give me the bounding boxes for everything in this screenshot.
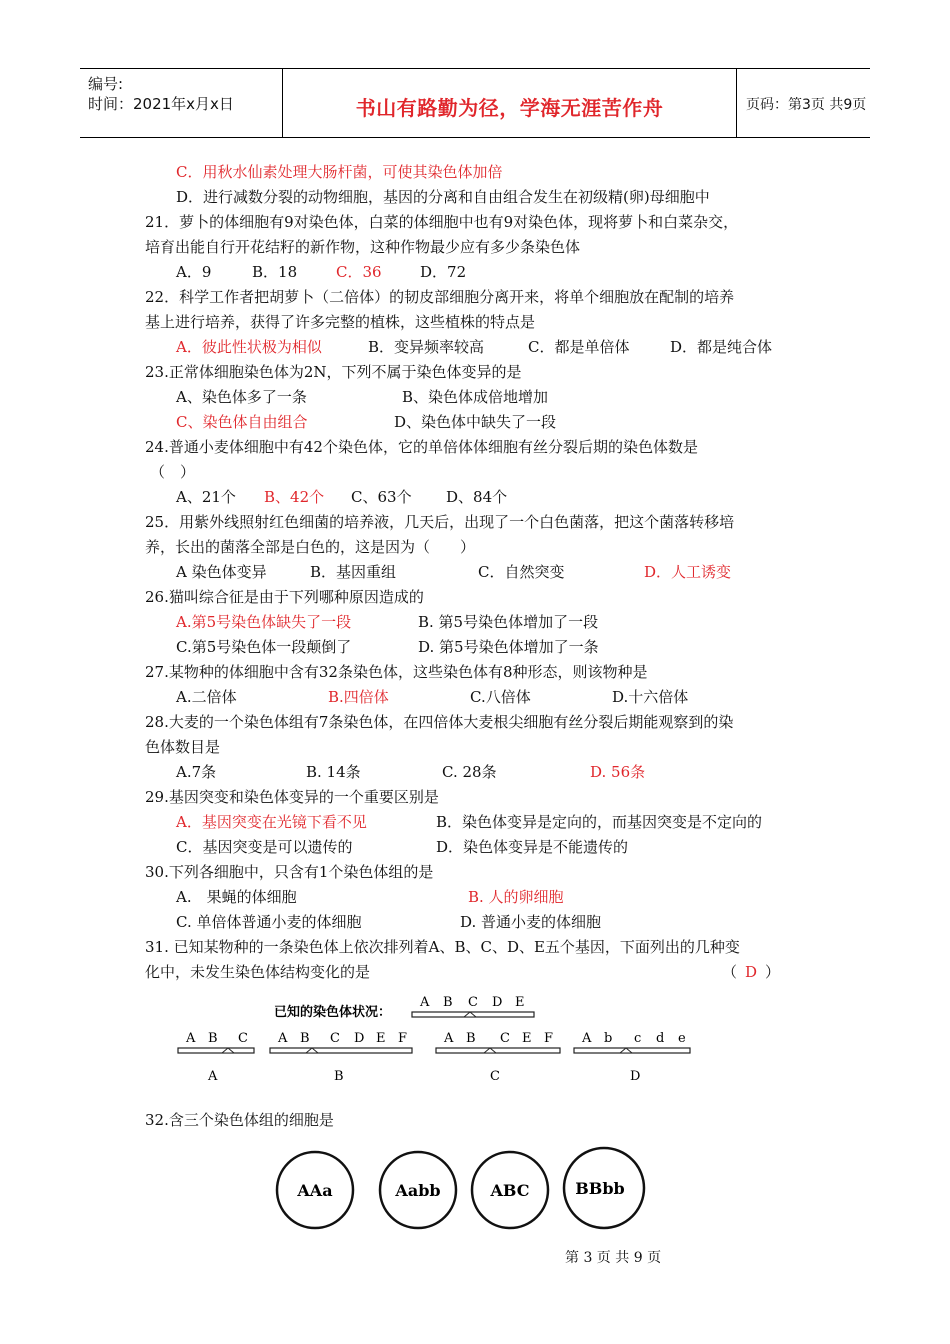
question-28: 28.大麦的一个染色体组有7条染色体，在四倍体大麦根尖细胞有丝分裂后期能观察到的染 <box>145 713 734 731</box>
gene-label: A <box>420 995 430 1010</box>
gene-label: e <box>678 1031 686 1046</box>
cell-genotype: Aabb <box>395 1181 441 1200</box>
gene-label: E <box>522 1031 532 1046</box>
q28-option-b: B. 14条 <box>306 763 361 781</box>
question-25: 25．用紫外线照射红色细菌的培养液，几天后，出现了一个白色菌落，把这个菌落转移培 <box>145 513 735 531</box>
q26-option-a: A.第5号染色体缺失了一段 <box>176 613 352 631</box>
q23-option-d: D、染色体中缺失了一段 <box>394 413 557 431</box>
cell-circle <box>380 1152 456 1228</box>
question-31-cont: 化中，未发生染色体结构变化的是 <box>145 963 371 981</box>
q31-answer-close: ） <box>765 963 781 981</box>
q27-option-c: C.八倍体 <box>470 688 531 706</box>
question-23: 23.正常体细胞染色体为2N，下列不属于染色体变异的是 <box>145 363 522 381</box>
gene-label: c <box>634 1031 642 1046</box>
gene-label: d <box>656 1031 665 1046</box>
cell-circle <box>472 1152 548 1228</box>
cell-circle <box>277 1152 353 1228</box>
gene-label: A <box>186 1031 196 1046</box>
cell-circle <box>564 1148 644 1228</box>
option-label: C <box>490 1069 500 1084</box>
q24-option-d: D、84个 <box>446 488 508 506</box>
header-right-cell <box>736 69 870 137</box>
q29-option-b: B．染色体变异是定向的，而基因突变是不定向的 <box>436 813 763 831</box>
known-chromosome-label: 已知的染色体状况： <box>274 1005 392 1020</box>
time-label: 时间：2021年x月x日 <box>88 95 234 113</box>
gene-label: C <box>330 1031 340 1046</box>
number-label: 编号: <box>88 75 124 93</box>
gene-label: B <box>466 1031 476 1046</box>
chromosome-option-a <box>178 1031 254 1084</box>
q30-option-d: D. 普通小麦的体细胞 <box>460 913 602 931</box>
gene-label: A <box>444 1031 454 1046</box>
gene-label: B <box>443 995 453 1010</box>
gene-label: A <box>278 1031 288 1046</box>
q28-option-a: A.7条 <box>176 763 217 781</box>
gene-label: B <box>300 1031 310 1046</box>
q25-option-a: A 染色体变异 <box>176 563 267 581</box>
q22-option-c: C．都是单倍体 <box>528 338 630 356</box>
known-chromosome <box>412 995 534 1017</box>
q26-option-b: B. 第5号染色体增加了一段 <box>418 613 599 631</box>
question-27: 27.某物种的体细胞中含有32条染色体，这些染色体有8种形态，则该物种是 <box>145 663 648 681</box>
q30-option-b: B. 人的卵细胞 <box>468 888 564 906</box>
q21-option-a: A．9 <box>176 263 212 281</box>
q27-option-d: D.十六倍体 <box>612 688 689 706</box>
question-24: 24.普通小麦体细胞中有42个染色体，它的单倍体体细胞有丝分裂后期的染色体数是 <box>145 438 698 456</box>
chromosome-option-d <box>574 1031 690 1084</box>
gene-label: D <box>492 995 503 1010</box>
question-22: 22．科学工作者把胡萝卜（二倍体）的韧皮部细胞分离开来，将单个细胞放在配制的培养 <box>145 288 735 306</box>
question-31: 31. 已知某物种的一条染色体上依次排列着A、B、C、D、E五个基因，下面列出的几种变 <box>145 938 740 956</box>
q26-option-d: D. 第5号染色体增加了一条 <box>418 638 599 656</box>
option-label: B <box>334 1069 344 1084</box>
q24-option-c: C、63个 <box>351 488 412 506</box>
page-number-label: 页码：第3页 共9页 <box>746 97 867 113</box>
question-25-cont: 养，长出的菌落全部是白色的，这是因为（ ） <box>145 538 476 556</box>
q31-answer-value: D <box>745 963 758 981</box>
q23-option-a: A、染色体多了一条 <box>176 388 307 406</box>
option-label: D <box>630 1069 641 1084</box>
q21-option-d: D．72 <box>420 263 467 281</box>
page-header <box>80 68 870 138</box>
q30-option-a: A. 果蝇的体细胞 <box>176 888 297 906</box>
q29-option-c: C．基因突变是可以遗传的 <box>176 838 353 856</box>
q29-option-d: D．染色体变异是不能遗传的 <box>436 838 629 856</box>
q29-option-a: A．基因突变在光镜下看不见 <box>176 813 367 831</box>
gene-label: B <box>208 1031 218 1046</box>
q25-option-d: D．人工诱变 <box>644 563 732 581</box>
q27-option-a: A.二倍体 <box>176 688 237 706</box>
q21-option-c: C．36 <box>336 263 382 281</box>
chromosome-option-c <box>436 1031 560 1084</box>
q23-option-b: B、染色体成倍地增加 <box>402 388 549 406</box>
q22-option-a: A．彼此性状极为相似 <box>176 338 322 356</box>
gene-label: A <box>582 1031 592 1046</box>
option-line: C．用秋水仙素处理大肠杆菌，可使其染色体加倍 <box>176 163 503 181</box>
header-center-cell <box>282 69 737 137</box>
gene-label: C <box>238 1031 248 1046</box>
motto: 书山有路勤为径，学海无涯苦作舟 <box>355 96 664 120</box>
cell-genotype: ABC <box>490 1181 530 1200</box>
q26-option-c: C.第5号染色体一段颠倒了 <box>176 638 352 656</box>
gene-label: F <box>398 1031 408 1046</box>
chromosome-option-b <box>270 1031 412 1084</box>
q31-answer <box>722 962 780 982</box>
figure-cells <box>270 1140 670 1240</box>
gene-label: b <box>604 1031 613 1046</box>
q31-answer-open: （ <box>722 963 738 981</box>
q23-option-c: C、染色体自由组合 <box>176 413 308 431</box>
q25-option-b: B．基因重组 <box>310 563 397 581</box>
q25-option-c: C．自然突变 <box>478 563 565 581</box>
question-29: 29.基因突变和染色体变异的一个重要区别是 <box>145 788 439 806</box>
q30-option-c: C. 单倍体普通小麦的体细胞 <box>176 913 362 931</box>
q24-option-a: A、21个 <box>176 488 236 506</box>
q21-option-b: B．18 <box>252 263 298 281</box>
question-24-paren: （ ） <box>150 463 196 481</box>
q28-option-d: D. 56条 <box>590 763 646 781</box>
page-footer: 第 3 页 共 9 页 <box>565 1250 662 1266</box>
question-22-cont: 基上进行培养，获得了许多完整的植株，这些植株的特点是 <box>145 313 536 331</box>
question-26: 26.猫叫综合征是由于下列哪种原因造成的 <box>145 588 424 606</box>
question-21-cont: 培育出能自行开花结籽的新作物，这种作物最少应有多少条染色体 <box>145 238 581 256</box>
gene-label: E <box>376 1031 386 1046</box>
q28-option-c: C. 28条 <box>442 763 497 781</box>
question-30: 30.下列各细胞中，只含有1个染色体组的是 <box>145 863 434 881</box>
q24-option-b: B、42个 <box>264 488 325 506</box>
q22-option-d: D．都是纯合体 <box>670 338 773 356</box>
q22-option-b: B．变异频率较高 <box>368 338 485 356</box>
gene-label: C <box>500 1031 510 1046</box>
question-32: 32.含三个染色体组的细胞是 <box>145 1111 334 1129</box>
question-21: 21．萝卜的体细胞有9对染色体，白菜的体细胞中也有9对染色体，现将萝卜和白菜杂交， <box>145 213 739 231</box>
cell-genotype: BBbb <box>575 1179 625 1198</box>
gene-label: E <box>515 995 525 1010</box>
option-label: A <box>208 1069 218 1084</box>
q27-option-b: B.四倍体 <box>328 688 389 706</box>
gene-label: D <box>354 1031 365 1046</box>
header-left-cell <box>80 69 282 137</box>
cell-genotype: AAa <box>297 1181 333 1200</box>
figure-chromosome-structures <box>170 990 710 1090</box>
option-line: D．进行减数分裂的动物细胞，基因的分离和自由组合发生在初级精(卵)母细胞中 <box>176 188 710 206</box>
gene-label: F <box>544 1031 554 1046</box>
question-28-cont: 色体数目是 <box>145 738 221 756</box>
gene-label: C <box>468 995 478 1010</box>
